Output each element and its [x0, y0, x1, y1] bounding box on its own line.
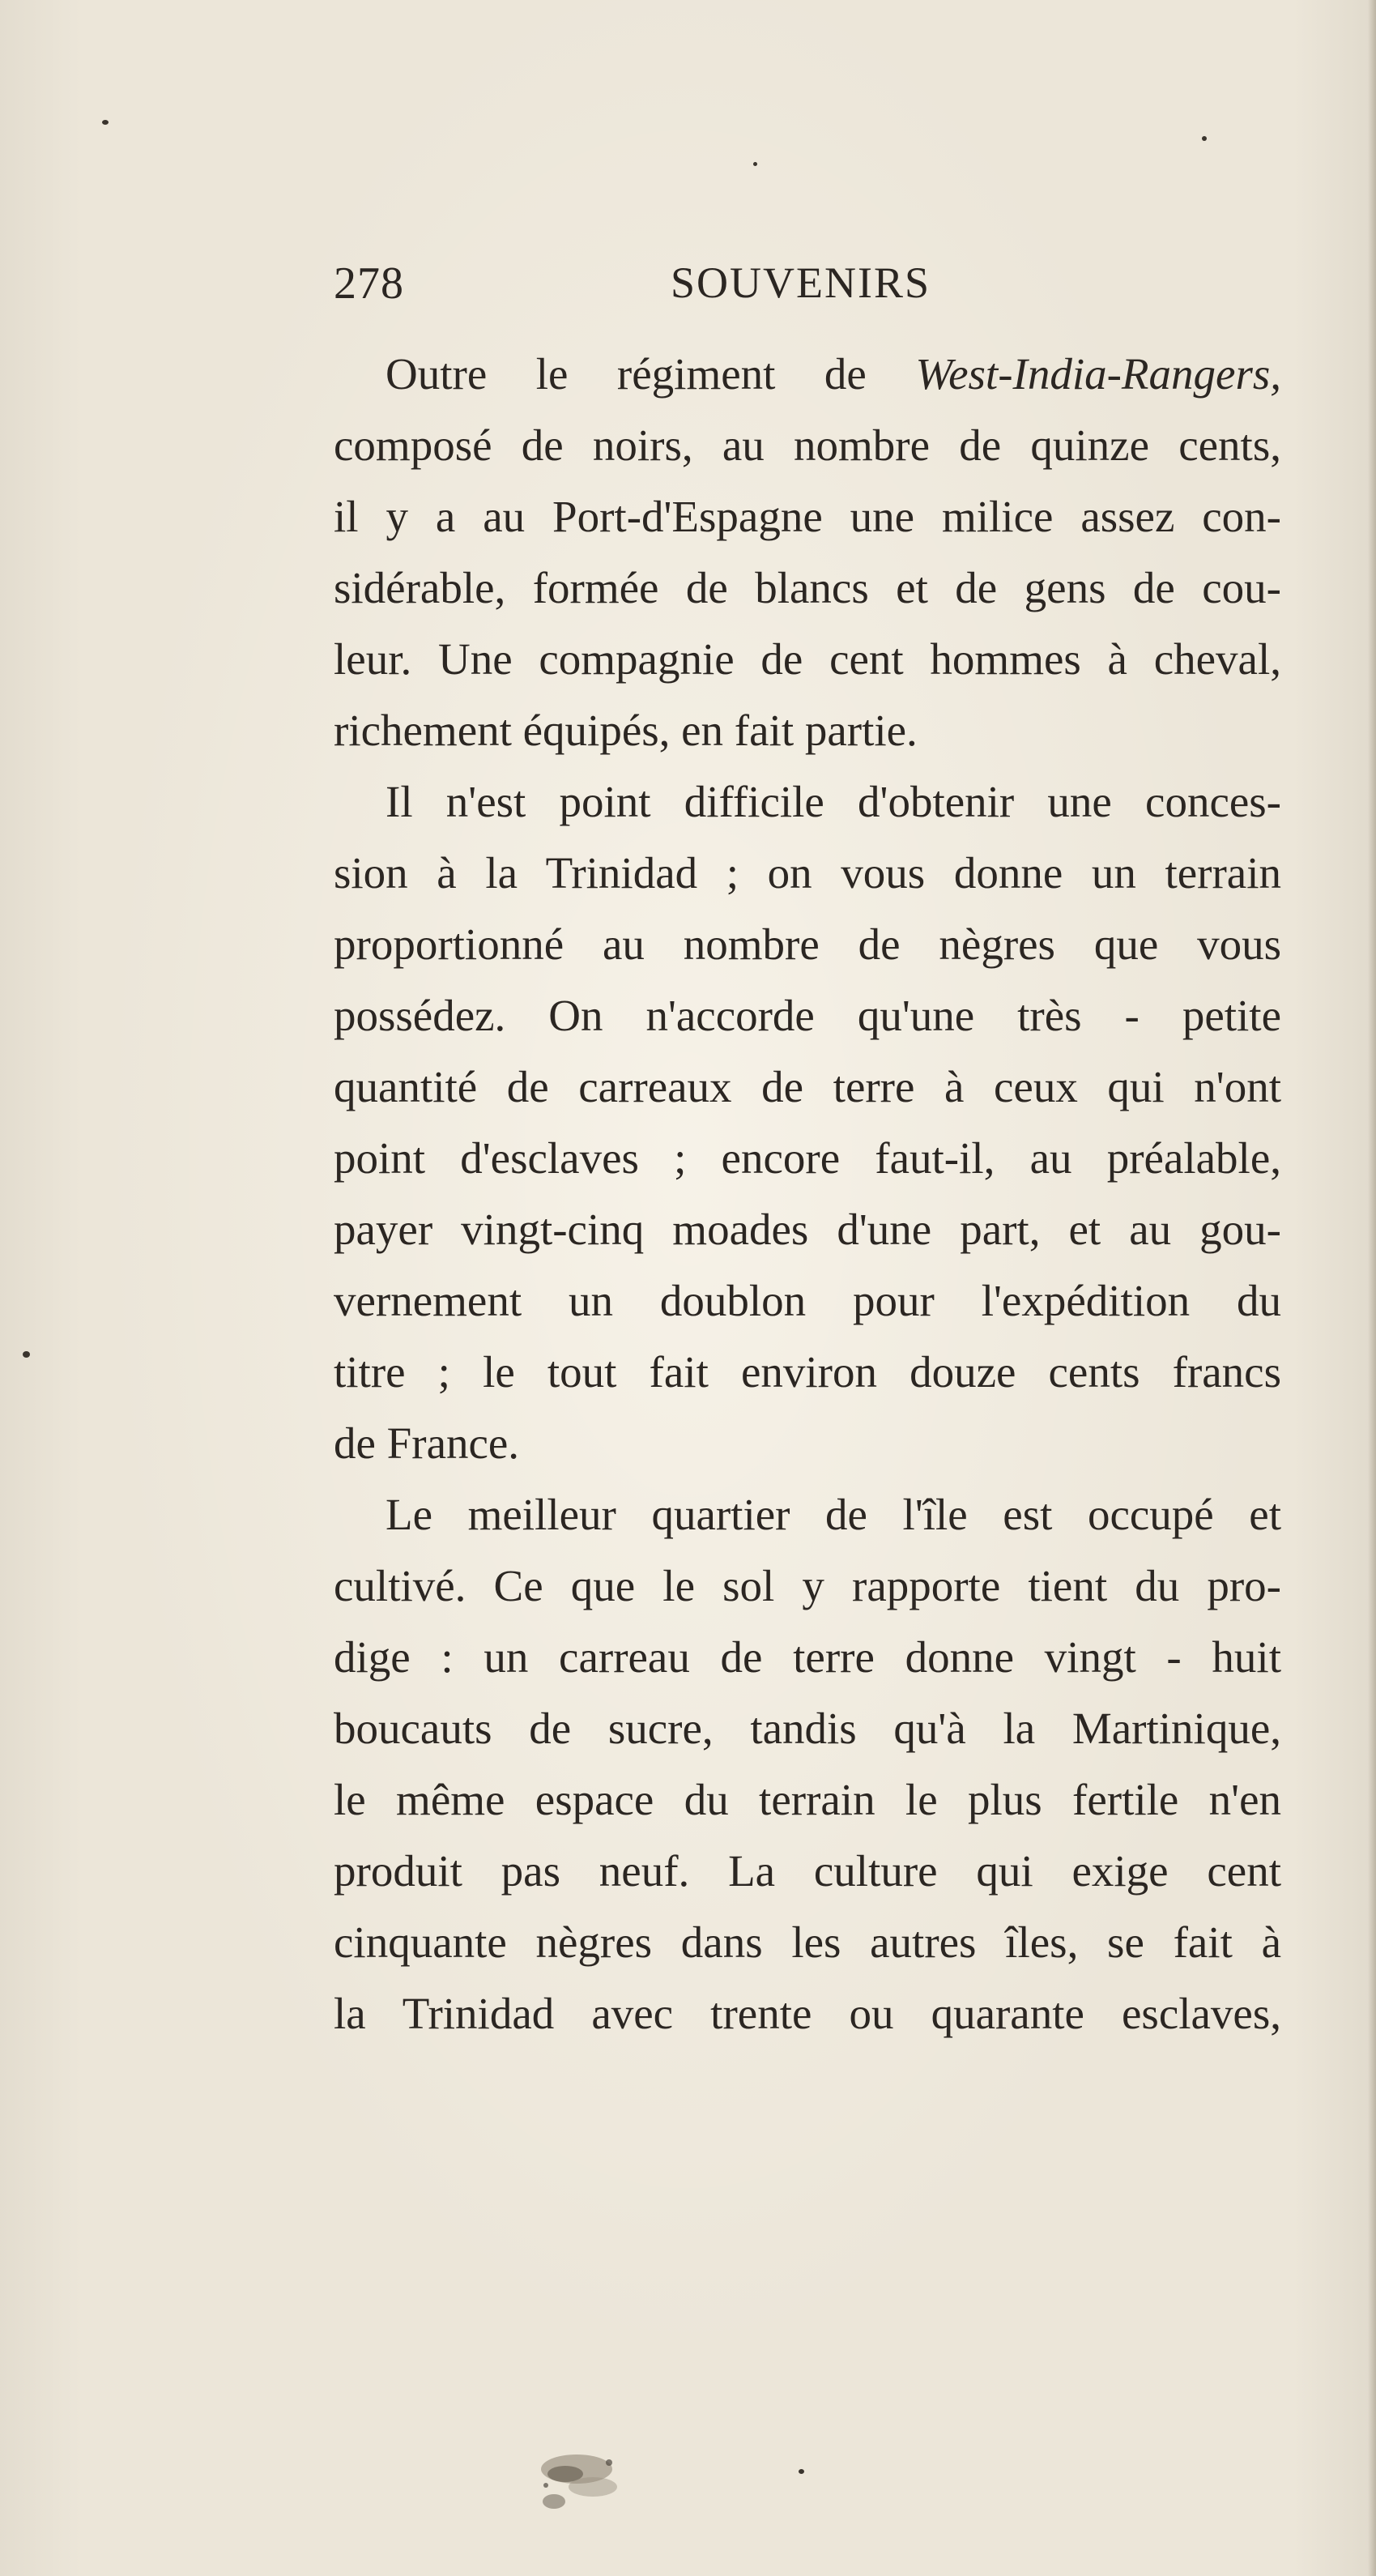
text-line: cinquante nègres dans les autres îles, se fait à [334, 1917, 1281, 1967]
running-title: SOUVENIRS [671, 258, 931, 307]
text-line: Outre le régiment de West-India-Rangers, [386, 349, 1281, 399]
paper-speck [102, 120, 109, 125]
paper-speck [23, 1351, 30, 1358]
text-line: proportionné au nombre de nègres que vous [334, 919, 1281, 969]
paragraph-2 [334, 766, 1281, 1479]
text-line: titre ; le tout fait environ douze cents francs [334, 1347, 1281, 1397]
paper-speck [1202, 136, 1207, 141]
body-text [334, 339, 1281, 2049]
paper-speck [753, 162, 757, 166]
text-line: vernement un doublon pour l'expédition du [334, 1276, 1281, 1325]
text-line: richement équipés, en fait partie. [334, 706, 918, 755]
text-line: composé de noirs, au nombre de quinze cents, [334, 420, 1281, 470]
page-number: 278 [334, 258, 404, 309]
text-line: quantité de carreaux de terre à ceux qui n'ont [334, 1062, 1281, 1111]
text-line: sion à la Trinidad ; on vous donne un terrain [334, 848, 1281, 898]
text-line: boucauts de sucre, tandis qu'à la Martinique, [334, 1704, 1281, 1753]
text-line: cultivé. Ce que le sol y rapporte tient du pro- [334, 1561, 1281, 1610]
text-line: le même espace du terrain le plus fertile n'en [334, 1775, 1281, 1824]
paper-speck [799, 2469, 804, 2474]
text-line: de France. [334, 1418, 520, 1468]
text-line: sidérable, formée de blancs et de gens de cou- [334, 563, 1281, 612]
paragraph-1 [334, 339, 1281, 766]
text-line: il y a au Port-d'Espagne une milice assez con- [334, 492, 1281, 541]
text-line: Le meilleur quartier de l'île est occupé et [386, 1490, 1281, 1539]
running-head [334, 258, 1289, 331]
text-line: point d'esclaves ; encore faut-il, au préalable, [334, 1133, 1281, 1183]
text-line: dige : un carreau de terre donne vingt - huit [334, 1632, 1281, 1682]
text-line: payer vingt-cinq moades d'une part, et au gou- [334, 1205, 1281, 1254]
ink-smudge-ornament [518, 2438, 680, 2527]
text-line: la Trinidad avec trente ou quarante esclaves, [334, 1989, 1281, 2038]
text-line: Il n'est point difficile d'obtenir une conces- [386, 777, 1281, 826]
text-line: leur. Une compagnie de cent hommes à cheval, [334, 634, 1281, 684]
paragraph-3 [334, 1479, 1281, 2049]
regiment-name: West-India-Rangers, [915, 349, 1281, 399]
text-line: produit pas neuf. La culture qui exige cent [334, 1846, 1281, 1896]
page-edge-shadow [1368, 0, 1376, 2576]
text-line: possédez. On n'accorde qu'une très - petite [334, 991, 1281, 1040]
